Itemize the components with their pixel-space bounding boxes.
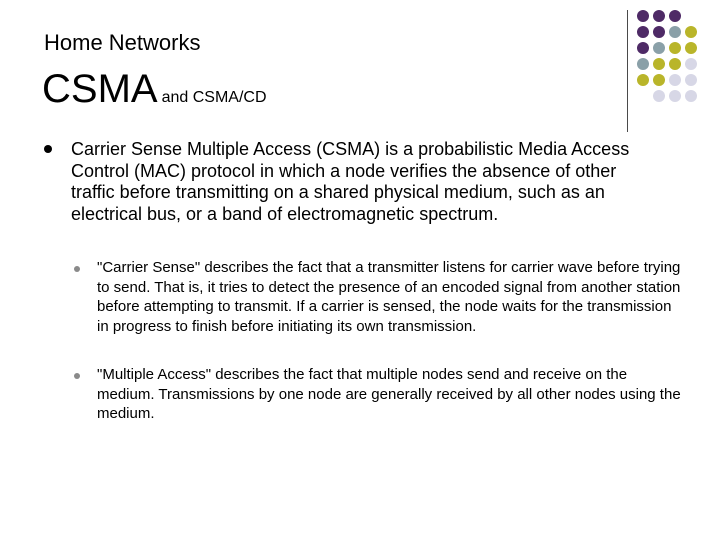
decorative-dot [653,26,665,38]
slide-title-main: CSMA [42,67,158,111]
decorative-dot [637,58,649,70]
decorative-dot [685,42,697,54]
decorative-dot [669,42,681,54]
decorative-dot [685,58,697,70]
bullet-text: Carrier Sense Multiple Access (CSMA) is a probabilistic Media Access Control (MAC) protocol in which a node verifies the absence of other traffic before transmitting on a shared physical medium, such as an electrical bus, or a band of electromagnetic spectrum. [71,139,630,224]
slide-pre-title: Home Networks [44,30,201,55]
sub-bullet-marker [74,265,82,273]
decorative-dot [653,10,665,22]
sub-bullet-text-multiple-access: "Multiple Access" describes the fact that multiple nodes send and receive on the medium. Transmissions by one node are generally received by all other nodes using the medium. [97,366,681,423]
decorative-dot [637,74,649,86]
decorative-dot [669,74,681,86]
decorative-dot-grid [637,10,717,120]
decorative-dot [685,90,697,102]
decorative-dot [653,90,665,102]
decorative-dot [653,42,665,54]
decorative-dot [653,58,665,70]
decorative-dot [669,26,681,38]
sub-bullet-marker [74,372,82,380]
decorative-dot [685,26,697,38]
decorative-dot [669,10,681,22]
slide-title-subtitle: and CSMA/CD [161,89,267,106]
decorative-dot [669,58,681,70]
decorative-dot [669,90,681,102]
bullet-marker [44,144,54,154]
vertical-divider [627,10,628,132]
sub-bullet-text-carrier-sense: "Carrier Sense" describes the fact that a transmitter listens for carrier wave before trying to send. That is, it tries to detect the presence of an encoded signal from another station before attempting to transmit. If a carrier is sensed, the node waits for the transmission in progress to finish before initiating its own transmission. [97,259,681,335]
slide-title [42,64,267,123]
decorative-dot [637,10,649,22]
decorative-dot [685,74,697,86]
decorative-dot [637,42,649,54]
decorative-dot [637,26,649,38]
decorative-dot [653,74,665,86]
